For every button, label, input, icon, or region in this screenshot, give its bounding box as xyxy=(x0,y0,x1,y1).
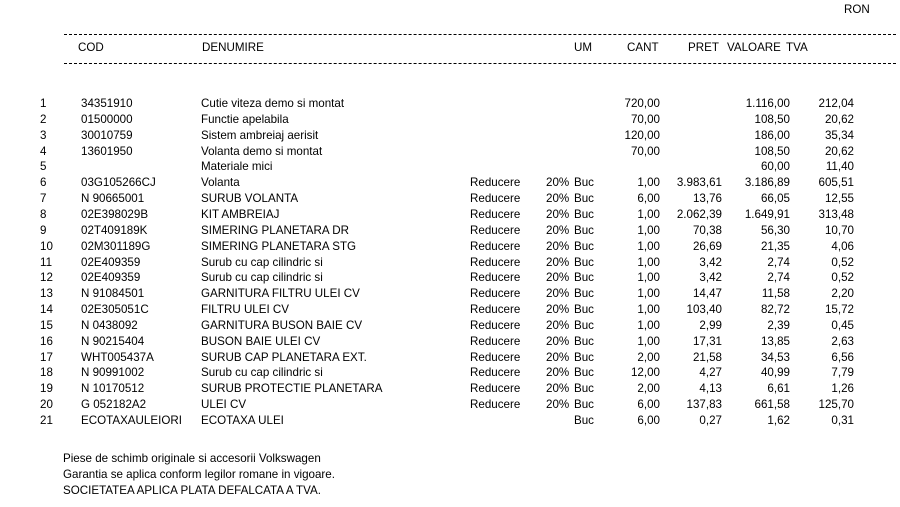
header-tva: TVA xyxy=(786,41,808,54)
row-tva: 0,52 xyxy=(831,271,854,285)
row-denumire: SURUB VOLANTA xyxy=(201,192,299,206)
row-cant: 6,00 xyxy=(637,414,660,427)
row-cant: 720,00 xyxy=(624,97,660,110)
row-cod: 02M301189G xyxy=(81,239,151,253)
table-row xyxy=(0,239,900,255)
table-row xyxy=(0,128,900,144)
row-discount-percent: 20% xyxy=(546,239,570,253)
row-index: 8 xyxy=(40,207,47,221)
row-pret: 3,42 xyxy=(699,271,722,285)
row-cant: 2,00 xyxy=(637,350,660,364)
row-reducere: Reducere xyxy=(470,398,521,412)
row-cod: 02E398029B xyxy=(81,207,149,221)
row-um: Buc xyxy=(574,350,594,364)
row-cant: 6,00 xyxy=(637,192,660,206)
row-denumire: KIT AMBREIAJ xyxy=(201,207,280,221)
table-row xyxy=(0,223,900,239)
row-cod: 01500000 xyxy=(81,112,133,126)
row-index: 6 xyxy=(40,176,47,190)
table-row xyxy=(0,350,900,366)
row-discount-percent: 20% xyxy=(546,207,570,221)
row-reducere: Reducere xyxy=(470,382,521,396)
row-pret: 14,47 xyxy=(692,287,722,301)
row-valoare: 661,58 xyxy=(754,398,790,412)
row-denumire: ULEI CV xyxy=(201,398,247,412)
row-cod: N 0438092 xyxy=(81,318,138,332)
row-um: Buc xyxy=(574,271,594,285)
row-cod: ECOTAXAULEIORI xyxy=(81,414,182,427)
row-um: Buc xyxy=(574,334,594,348)
table-row xyxy=(0,96,900,112)
row-discount-percent: 20% xyxy=(546,398,570,412)
row-tva: 313,48 xyxy=(818,207,854,221)
row-valoare: 3.186,89 xyxy=(744,176,790,190)
row-cant: 1,00 xyxy=(637,318,660,332)
row-denumire: GARNITURA BUSON BAIE CV xyxy=(201,318,363,332)
row-cant: 1,00 xyxy=(637,207,660,221)
header-top-rule xyxy=(64,34,896,35)
row-valoare: 34,53 xyxy=(760,350,790,364)
row-denumire: ECOTAXA ULEI xyxy=(201,414,284,427)
row-cant: 1,00 xyxy=(637,255,660,269)
row-reducere: Reducere xyxy=(470,303,521,317)
row-cod: N 90665001 xyxy=(81,192,145,206)
row-denumire: Sistem ambreiaj aerisit xyxy=(201,128,319,142)
row-valoare: 21,35 xyxy=(760,239,790,253)
row-valoare: 13,85 xyxy=(760,334,790,348)
row-denumire: BUSON BAIE ULEI CV xyxy=(201,334,321,348)
row-tva: 20,62 xyxy=(824,144,854,158)
row-index: 13 xyxy=(40,287,53,301)
row-pret: 3.983,61 xyxy=(676,176,722,190)
row-cod: 30010759 xyxy=(81,128,133,142)
row-reducere: Reducere xyxy=(470,207,521,221)
row-valoare: 1,62 xyxy=(767,414,790,427)
row-denumire: Surub cu cap cilindric si xyxy=(201,255,323,269)
table-row xyxy=(0,207,900,223)
row-tva: 1,26 xyxy=(831,382,854,396)
row-cod: 02E409359 xyxy=(81,271,141,285)
row-denumire: GARNITURA FILTRU ULEI CV xyxy=(201,287,360,301)
row-reducere: Reducere xyxy=(470,271,521,285)
row-cant: 1,00 xyxy=(637,176,660,190)
row-pret: 0,27 xyxy=(699,414,722,427)
row-index: 14 xyxy=(40,303,53,317)
row-discount-percent: 20% xyxy=(546,366,570,380)
table-row xyxy=(0,144,900,160)
row-index: 15 xyxy=(40,318,53,332)
row-reducere: Reducere xyxy=(470,192,521,206)
row-cant: 1,00 xyxy=(637,239,660,253)
row-um: Buc xyxy=(574,239,594,253)
row-denumire: Volanta demo si montat xyxy=(201,144,323,158)
row-discount-percent: 20% xyxy=(546,318,570,332)
row-reducere: Reducere xyxy=(470,318,521,332)
row-discount-percent: 20% xyxy=(546,176,570,190)
row-tva: 605,51 xyxy=(818,176,854,190)
row-valoare: 11,58 xyxy=(761,287,790,301)
row-tva: 20,62 xyxy=(824,112,854,126)
row-pret: 3,42 xyxy=(699,255,722,269)
row-denumire: Surub cu cap cilindric si xyxy=(201,271,323,285)
row-pret: 2,99 xyxy=(699,318,722,332)
row-um: Buc xyxy=(574,398,594,412)
row-denumire: SIMERING PLANETARA STG xyxy=(201,239,357,253)
row-index: 3 xyxy=(40,128,47,142)
row-denumire: Volanta xyxy=(201,176,240,190)
row-denumire: SURUB CAP PLANETARA EXT. xyxy=(201,350,367,364)
row-index: 2 xyxy=(40,112,47,126)
row-tva: 2,63 xyxy=(831,334,854,348)
table-row xyxy=(0,413,900,429)
footer-line-1: Piese de schimb originale si accesorii Volkswagen xyxy=(63,452,321,465)
header-cant: CANT xyxy=(627,41,659,54)
footer-line-2: Garantia se aplica conform legilor romane in vigoare. xyxy=(63,468,335,481)
row-index: 17 xyxy=(40,350,53,364)
row-valoare: 40,99 xyxy=(760,366,790,380)
row-index: 12 xyxy=(40,271,53,285)
row-denumire: Cutie viteza demo si montat xyxy=(201,97,345,110)
row-discount-percent: 20% xyxy=(546,334,570,348)
row-valoare: 186,00 xyxy=(754,128,790,142)
row-reducere: Reducere xyxy=(470,223,521,237)
header-um: UM xyxy=(574,41,593,54)
row-cod: N 10170512 xyxy=(81,382,145,396)
table-row xyxy=(0,255,900,271)
row-index: 9 xyxy=(40,223,47,237)
row-index: 7 xyxy=(40,192,47,206)
row-tva: 15,72 xyxy=(824,303,854,317)
row-pret: 21,58 xyxy=(692,350,722,364)
table-row xyxy=(0,175,900,191)
row-denumire: Surub cu cap cilindric si xyxy=(201,366,323,380)
row-reducere: Reducere xyxy=(470,176,521,190)
row-tva: 4,06 xyxy=(831,239,854,253)
row-cant: 6,00 xyxy=(637,398,660,412)
row-pret: 70,38 xyxy=(692,223,722,237)
header-valoare: VALOARE xyxy=(727,41,781,54)
row-reducere: Reducere xyxy=(470,239,521,253)
row-um: Buc xyxy=(574,207,594,221)
row-reducere: Reducere xyxy=(470,255,521,269)
row-index: 20 xyxy=(40,398,53,412)
row-discount-percent: 20% xyxy=(546,382,570,396)
table-row xyxy=(0,112,900,128)
footer-line-3: SOCIETATEA APLICA PLATA DEFALCATA A TVA. xyxy=(63,484,321,497)
row-tva: 7,79 xyxy=(831,366,854,380)
row-um: Buc xyxy=(574,366,594,380)
row-tva: 11,40 xyxy=(825,160,854,174)
row-index: 1 xyxy=(40,97,47,110)
row-pret: 17,31 xyxy=(692,334,722,348)
row-cant: 1,00 xyxy=(637,287,660,301)
row-pret: 137,83 xyxy=(686,398,722,412)
row-um: Buc xyxy=(574,382,594,396)
table-row xyxy=(0,381,900,397)
row-cant: 1,00 xyxy=(637,223,660,237)
row-tva: 2,20 xyxy=(831,287,854,301)
row-cod: N 90991002 xyxy=(81,366,145,380)
row-discount-percent: 20% xyxy=(546,255,570,269)
row-reducere: Reducere xyxy=(470,350,521,364)
row-pret: 2.062,39 xyxy=(676,207,722,221)
row-cod: WHT005437A xyxy=(81,350,154,364)
table-row xyxy=(0,365,900,381)
row-tva: 0,45 xyxy=(831,318,854,332)
row-valoare: 6,61 xyxy=(767,382,790,396)
row-denumire: SIMERING PLANETARA DR xyxy=(201,223,349,237)
row-tva: 125,70 xyxy=(818,398,854,412)
row-cant: 1,00 xyxy=(637,303,660,317)
row-cod: 13601950 xyxy=(81,144,133,158)
row-valoare: 60,00 xyxy=(760,160,790,174)
row-discount-percent: 20% xyxy=(546,350,570,364)
row-um: Buc xyxy=(574,223,594,237)
row-denumire: Materiale mici xyxy=(201,160,273,174)
row-discount-percent: 20% xyxy=(546,287,570,301)
row-valoare: 2,74 xyxy=(767,255,790,269)
row-um: Buc xyxy=(574,318,594,332)
row-denumire: Functie apelabila xyxy=(201,112,289,126)
row-valoare: 56,30 xyxy=(760,223,790,237)
row-um: Buc xyxy=(574,176,594,190)
row-discount-percent: 20% xyxy=(546,303,570,317)
row-cod: N 91084501 xyxy=(81,287,145,301)
row-cant: 70,00 xyxy=(630,112,660,126)
row-pret: 103,40 xyxy=(686,303,722,317)
row-um: Buc xyxy=(574,303,594,317)
row-tva: 35,34 xyxy=(824,128,854,142)
row-tva: 212,04 xyxy=(818,97,854,110)
row-cod: 02E409359 xyxy=(81,255,141,269)
row-valoare: 108,50 xyxy=(754,112,790,126)
row-cant: 2,00 xyxy=(637,382,660,396)
row-valoare: 1.116,00 xyxy=(745,97,790,110)
row-index: 10 xyxy=(40,239,53,253)
row-cant: 70,00 xyxy=(630,144,660,158)
row-pret: 4,27 xyxy=(699,366,722,380)
row-valoare: 66,05 xyxy=(760,192,790,206)
row-cod: G 052182A2 xyxy=(81,398,147,412)
row-index: 5 xyxy=(40,160,47,174)
row-cod: N 90215404 xyxy=(81,334,145,348)
row-pret: 13,76 xyxy=(692,192,722,206)
row-index: 4 xyxy=(40,144,47,158)
row-index: 16 xyxy=(40,334,53,348)
row-denumire: FILTRU ULEI CV xyxy=(201,303,290,317)
row-tva: 12,55 xyxy=(824,192,854,206)
row-cant: 12,00 xyxy=(630,366,660,380)
row-reducere: Reducere xyxy=(470,366,521,380)
table-row xyxy=(0,270,900,286)
row-um: Buc xyxy=(574,255,594,269)
table-row xyxy=(0,302,900,318)
row-pret: 26,69 xyxy=(692,239,722,253)
row-index: 11 xyxy=(40,255,53,269)
row-cod: 02T409189K xyxy=(81,223,148,237)
row-discount-percent: 20% xyxy=(546,223,570,237)
row-valoare: 2,39 xyxy=(767,318,790,332)
row-discount-percent: 20% xyxy=(546,192,570,206)
row-pret: 4,13 xyxy=(699,382,722,396)
table-row xyxy=(0,397,900,413)
row-cant: 120,00 xyxy=(624,128,660,142)
row-cant: 1,00 xyxy=(637,271,660,285)
row-um: Buc xyxy=(574,287,594,301)
row-index: 21 xyxy=(40,414,53,427)
header-pret: PRET xyxy=(688,41,719,54)
row-tva: 0,52 xyxy=(831,255,854,269)
row-valoare: 2,74 xyxy=(767,271,790,285)
row-denumire: SURUB PROTECTIE PLANETARA xyxy=(201,382,383,396)
table-row xyxy=(0,191,900,207)
row-cod: 34351910 xyxy=(81,97,133,110)
table-row xyxy=(0,334,900,350)
table-row xyxy=(0,318,900,334)
table-row xyxy=(0,159,900,175)
row-reducere: Reducere xyxy=(470,287,521,301)
row-index: 18 xyxy=(40,366,53,380)
row-um: Buc xyxy=(574,192,594,206)
row-discount-percent: 20% xyxy=(546,271,570,285)
row-index: 19 xyxy=(40,382,53,396)
header-cod: COD xyxy=(78,41,104,54)
row-tva: 0,31 xyxy=(831,414,854,427)
row-cod: 02E305051C xyxy=(81,303,149,317)
row-valoare: 82,72 xyxy=(760,303,790,317)
row-cod: 03G105266CJ xyxy=(81,176,156,190)
currency-label: RON xyxy=(844,3,870,16)
row-cant: 1,00 xyxy=(637,334,660,348)
table-row xyxy=(0,286,900,302)
row-valoare: 108,50 xyxy=(754,144,790,158)
row-tva: 10,70 xyxy=(824,223,854,237)
row-tva: 6,56 xyxy=(831,350,854,364)
header-bottom-rule xyxy=(64,63,896,64)
row-um: Buc xyxy=(574,414,594,427)
header-denumire: DENUMIRE xyxy=(202,41,264,54)
row-reducere: Reducere xyxy=(470,334,521,348)
row-valoare: 1.649,91 xyxy=(744,207,790,221)
